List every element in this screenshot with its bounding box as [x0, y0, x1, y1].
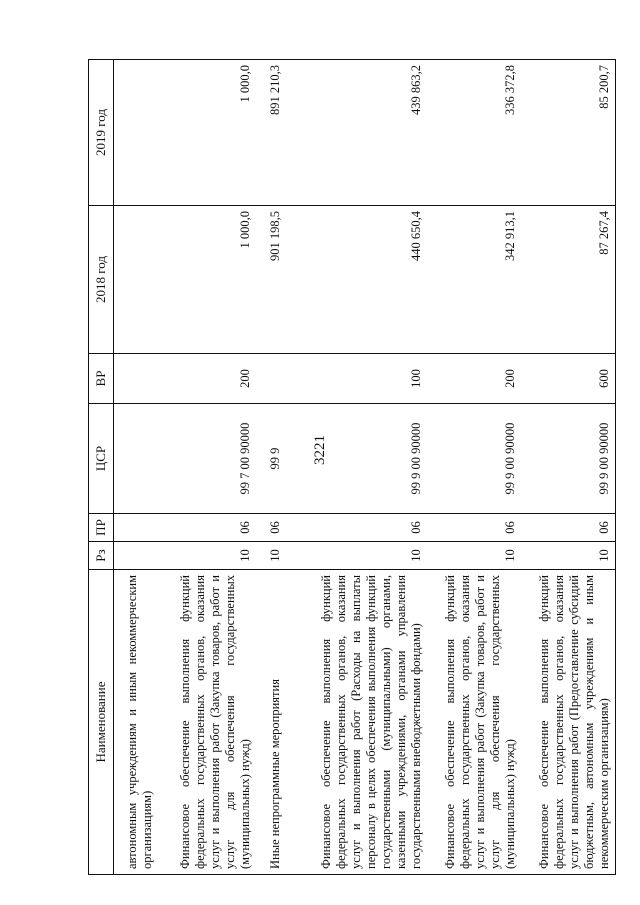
rotated-page	[88, 60, 640, 875]
row-csr: 99 9	[256, 404, 286, 514]
header-pr: ПР	[89, 514, 114, 542]
row-2018: 87 267,4	[521, 206, 616, 354]
row-name: Финансовое обеспечение выполнения функций федеральных государственных органов, оказания услуг и выполнения работ (Предоставление субсидий бюджетным, автономным учреждениям и иным некоммерческим организациям)	[521, 570, 616, 875]
table-row	[286, 60, 427, 875]
row-rz: 10	[158, 542, 256, 570]
row-name: Иные непрограммные мероприятия	[256, 570, 286, 875]
row-name: Финансовое обеспечение выполнения функций федеральных государственных органов, оказания услуг и выполнения работ (Закупка товаров, работ и услуг для обеспечения государственных (муниципальных) нужд)	[427, 570, 521, 875]
row-pr: 06	[158, 514, 256, 542]
row-rz: 10	[286, 542, 427, 570]
header-rz: Рз	[89, 542, 114, 570]
row-vr	[114, 354, 159, 404]
row-vr: 100	[286, 354, 427, 404]
table-row	[427, 60, 521, 875]
row-csr	[114, 404, 159, 514]
header-vr: ВР	[89, 354, 114, 404]
row-csr: 99 7 00 90000	[158, 404, 256, 514]
row-pr: 06	[427, 514, 521, 542]
row-rz	[114, 542, 159, 570]
header-2018: 2018 год	[89, 206, 114, 354]
header-csr: ЦСР	[89, 404, 114, 514]
budget-table	[88, 59, 616, 875]
table-row	[114, 60, 159, 875]
row-pr	[114, 514, 159, 542]
row-vr	[256, 354, 286, 404]
row-2019: 336 372,8	[427, 60, 521, 206]
row-vr: 600	[521, 354, 616, 404]
table-row	[158, 60, 256, 875]
row-2018	[114, 206, 159, 354]
row-name: Финансовое обеспечение выполнения функций федеральных государственных органов, оказания услуг и выполнения работ (Закупка товаров, работ и услуг для обеспечения государственных (муниципальных) нужд)	[158, 570, 256, 875]
row-name: Финансовое обеспечение выполнения функций федеральных государственных органов, оказания услуг и выполнения работ (Расходы на выплаты персоналу в целях обеспечения выполнения функций государственными (муниципальными) органами, казенными учреждениями, органами управления государственными внебюджетными фондами)	[286, 570, 427, 875]
row-rz: 10	[427, 542, 521, 570]
row-2018: 901 198,5	[256, 206, 286, 354]
row-2018: 1 000,0	[158, 206, 256, 354]
row-rz: 10	[521, 542, 616, 570]
row-2019: 1 000,0	[158, 60, 256, 206]
header-2019: 2019 год	[89, 60, 114, 206]
row-rz: 10	[256, 542, 286, 570]
table-row	[521, 60, 616, 875]
row-pr: 06	[286, 514, 427, 542]
header-row	[89, 60, 114, 875]
row-2018: 440 650,4	[286, 206, 427, 354]
row-csr: 99 9 00 90000	[286, 404, 427, 514]
header-name: Наименование	[89, 570, 114, 875]
row-2018: 342 913,1	[427, 206, 521, 354]
row-vr: 200	[427, 354, 521, 404]
row-2019: 891 210,3	[256, 60, 286, 206]
row-pr: 06	[256, 514, 286, 542]
row-pr: 06	[521, 514, 616, 542]
row-csr: 99 9 00 90000	[521, 404, 616, 514]
row-csr: 99 9 00 90000	[427, 404, 521, 514]
row-vr: 200	[158, 354, 256, 404]
row-2019	[114, 60, 159, 206]
row-2019: 439 863,2	[286, 60, 427, 206]
row-2019: 85 200,7	[521, 60, 616, 206]
table-row	[256, 60, 286, 875]
page-number: 3221	[312, 435, 328, 465]
row-name: автономным учреждениям и иным некоммерческим организациям)	[114, 570, 159, 875]
